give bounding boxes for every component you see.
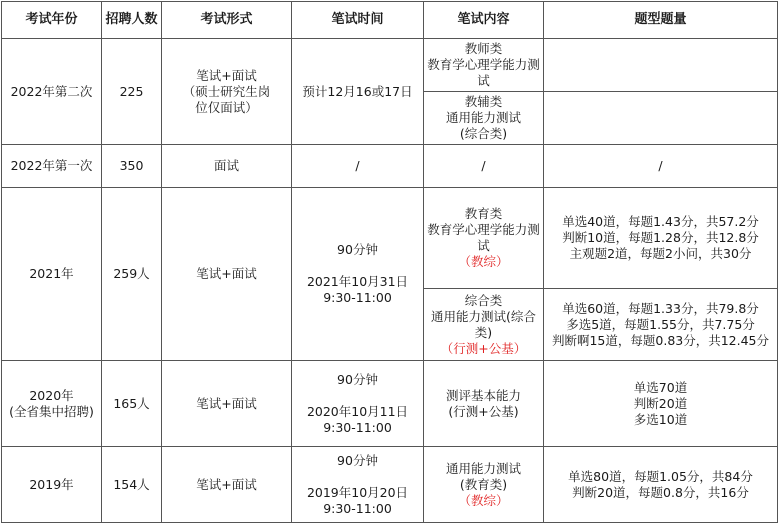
question-line: 单选80道，每题1.05分，共84分	[568, 468, 753, 484]
table-row-2022-second-a	[2, 39, 778, 92]
questions-cell	[544, 188, 778, 289]
form-line: 笔试+面试	[196, 67, 257, 83]
question-line: 判断20道，每题0.8分，共16分	[572, 484, 749, 500]
count-cell: 165人	[102, 361, 162, 447]
hours-text: 9:30-11:00	[323, 500, 392, 516]
content-highlight: （教综）	[458, 254, 509, 269]
question-line: 单选40道，每题1.43分，共57.2分	[562, 214, 759, 229]
hours-text: 9:30-11:00	[323, 419, 392, 435]
content-cell	[424, 447, 544, 523]
question-line: 单选60道，每题1.33分，共79.8分	[562, 300, 759, 316]
content-cell	[424, 92, 544, 145]
duration-text: 90分钟	[337, 371, 378, 387]
header-written-time: 笔试时间	[292, 2, 424, 39]
form-cell: 笔试+面试	[162, 361, 292, 447]
time-cell	[292, 188, 424, 361]
duration-text: 90分钟	[337, 452, 378, 468]
form-line: （硕士研究生岗	[182, 83, 271, 99]
time-cell	[292, 447, 424, 523]
hours-text: 9:30-11:00	[323, 290, 392, 305]
questions-cell	[544, 361, 778, 447]
content-line: 试	[477, 73, 490, 88]
date-text: 2021年10月31日	[306, 274, 409, 289]
header-row	[2, 2, 778, 39]
header-hire-count: 招聘人数	[102, 2, 162, 39]
content-cell	[424, 188, 544, 289]
year-cell: 2021年	[2, 188, 102, 361]
content-line: 试	[477, 238, 490, 253]
table-row-2021-a	[2, 188, 778, 289]
table-row-2019	[2, 447, 778, 523]
count-cell: 225	[102, 39, 162, 145]
date-text: 2020年10月11日	[306, 403, 409, 419]
content-line: 教育学心理学能力测	[427, 57, 540, 72]
question-line: 判断20道	[633, 395, 688, 411]
content-line: 教辅类	[464, 94, 503, 109]
content-cell	[424, 289, 544, 361]
form-cell: 笔试+面试	[162, 447, 292, 523]
content-line: 通用能力测试	[445, 460, 521, 476]
year-cell: 2022年第二次	[2, 39, 102, 145]
content-line: 通用能力测试	[445, 110, 521, 125]
time-cell: /	[292, 145, 424, 188]
year-line: (全省集中招聘)	[9, 403, 94, 419]
year-cell: 2022年第一次	[2, 145, 102, 188]
content-line: 测评基本能力	[445, 387, 521, 403]
question-line: 多选5道，每题1.55分，共7.75分	[566, 316, 755, 332]
header-exam-year: 考试年份	[2, 2, 102, 39]
content-line: (行测+公基)	[448, 403, 519, 419]
time-cell	[292, 361, 424, 447]
table-row-2022-first	[2, 145, 778, 188]
header-exam-form: 考试形式	[162, 2, 292, 39]
questions-cell: /	[544, 145, 778, 188]
questions-cell	[544, 39, 778, 92]
content-highlight: （行测+公基）	[440, 340, 527, 356]
question-line: 判断啊15道，每题0.83分，共12.45分	[551, 332, 770, 348]
question-line: 主观题2道，每题2小问，共30分	[569, 246, 752, 261]
question-line: 判断10道，每题1.28分，共12.8分	[562, 230, 759, 245]
year-line: 2020年	[29, 387, 74, 403]
content-cell: /	[424, 145, 544, 188]
duration-text: 90分钟	[337, 242, 378, 257]
form-line: 位仅面试）	[195, 99, 258, 115]
time-cell: 预计12月16或17日	[292, 39, 424, 145]
exam-info-table	[1, 1, 778, 523]
content-line: 教师类	[464, 41, 503, 56]
count-cell: 154人	[102, 447, 162, 523]
year-cell: 2019年	[2, 447, 102, 523]
content-line: 教育类	[464, 206, 503, 221]
year-cell	[2, 361, 102, 447]
question-line: 多选10道	[633, 411, 688, 427]
question-line: 单选70道	[633, 379, 688, 395]
form-cell: 笔试+面试	[162, 188, 292, 361]
content-cell	[424, 39, 544, 92]
content-cell	[424, 361, 544, 447]
count-cell: 350	[102, 145, 162, 188]
content-line: 教育学心理学能力测	[427, 222, 540, 237]
content-line: (综合类)	[459, 126, 508, 141]
questions-cell	[544, 289, 778, 361]
content-line: 类)	[474, 324, 493, 340]
header-written-content: 笔试内容	[424, 2, 544, 39]
questions-cell	[544, 447, 778, 523]
questions-cell	[544, 92, 778, 145]
form-cell: 面试	[162, 145, 292, 188]
content-highlight: （教综）	[458, 492, 509, 508]
content-line: 通用能力测试(综合	[431, 308, 536, 324]
count-cell: 259人	[102, 188, 162, 361]
content-line: (教育类)	[459, 476, 508, 492]
header-question-types: 题型题量	[544, 2, 778, 39]
content-line: 综合类	[464, 292, 503, 308]
form-cell	[162, 39, 292, 145]
date-text: 2019年10月20日	[306, 484, 409, 500]
table-row-2020	[2, 361, 778, 447]
